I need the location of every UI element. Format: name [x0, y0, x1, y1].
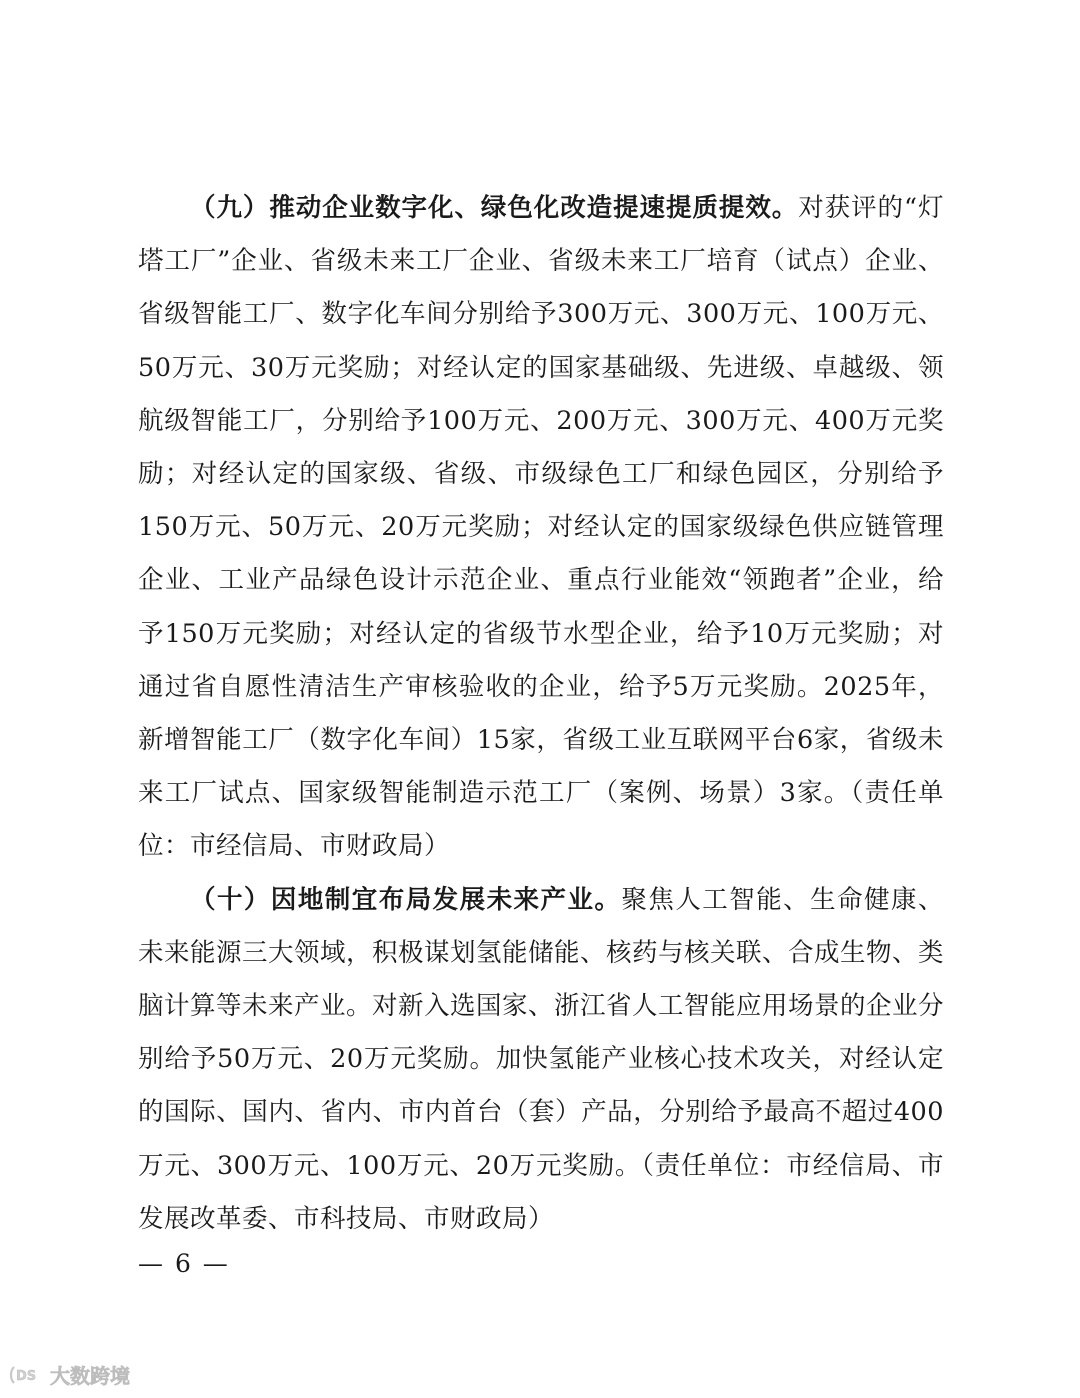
page-number: — 6 —: [138, 1249, 230, 1278]
svg-text:DS: DS: [16, 1368, 37, 1384]
paragraph-10-heading: （十）因地制宜布局发展未来产业。: [190, 884, 622, 915]
paragraph-10: [138, 874, 944, 1246]
document-body: [138, 182, 944, 1246]
logo-icon: [8, 1363, 44, 1387]
paragraph-9-heading: （九）推动企业数字化、绿色化改造提速提质提效。: [190, 193, 799, 223]
watermark-text: 大数跨境: [50, 1364, 130, 1388]
paragraph-10-body: 聚焦人工智能、生命健康、未来能源三大领域，积极谋划氢能储能、核药与核关联、合成生物、类脑计算等未来产业。对新入选国家、浙江省人工智能应用场景的企业分别给予50万元、20万元奖励。加快氢能产业核心技术攻关，对经认定的国际、国内、省内、市内首台（套）产品，分别给予最高不超过400万元、300万元、100万元、20万元奖励。（责任单位：市经信局、市发展改革委、市科技局、市财政局）: [138, 884, 945, 1234]
paragraph-9-body: 对获评的“灯塔工厂”企业、省级未来工厂企业、省级未来工厂培育（试点）企业、省级智能工厂、数字化车间分别给予300万元、300万元、100万元、50万元、30万元奖励；对经认定的国家基础级、先进级、卓越级、领航级智能工厂，分别给予100万元、200万元、300万元、400万元奖励；对经认定的国家级、省级、市级绿色工厂和绿色园区，分别给予150万元、50万元、20万元奖励；对经认定的国家级绿色供应链管理企业、工业产品绿色设计示范企业、重点行业能效“领跑者”企业，给予150万元奖励；对经认定的省级节水型企业，给予10万元奖励；对通过省自愿性清洁生产审核验收的企业，给予5万元奖励。2025年，新增智能工厂（数字化车间）15家，省级工业互联网平台6家，省级未来工厂试点、国家级智能制造示范工厂（案例、场景）3家。（责任单位：市经信局、市财政局）: [138, 193, 944, 862]
paragraph-9: [138, 182, 944, 874]
watermark: [8, 1360, 130, 1389]
